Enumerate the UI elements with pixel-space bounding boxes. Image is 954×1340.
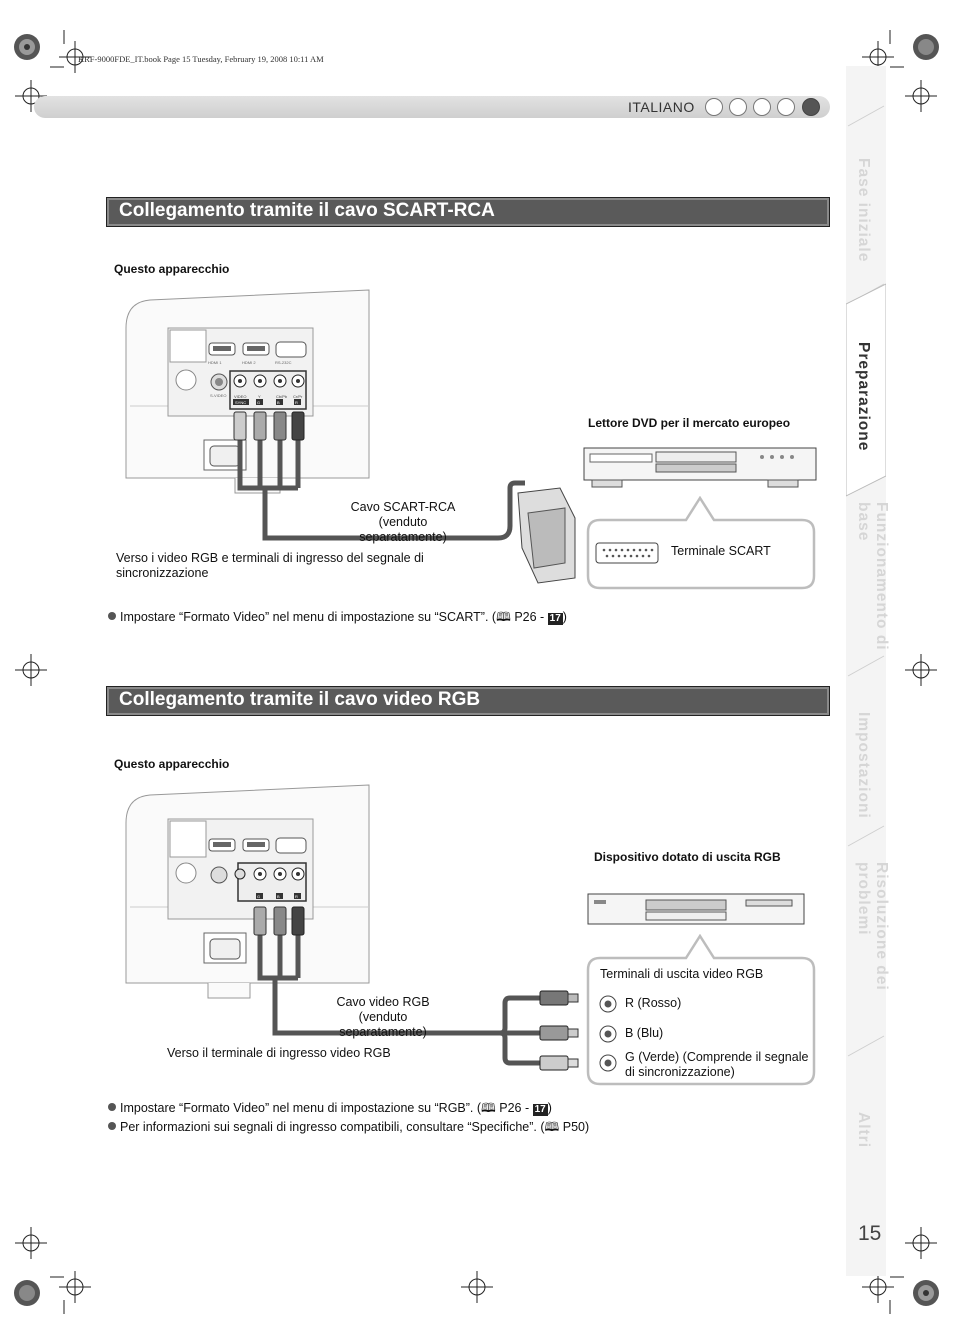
book-icon: 🕮	[496, 610, 511, 624]
crosshair-mark-mr-icon	[905, 654, 937, 686]
terminal-g-label: G (Verde) (Comprende il segnale di sincronizzazione)	[625, 1050, 809, 1079]
y-port-label: Y	[258, 394, 261, 399]
page-ref-link[interactable]: P50	[562, 1120, 585, 1134]
direction-label-scart: Verso i video RGB e terminali di ingresso del segnale di sincronizzazione	[116, 551, 424, 580]
page-ref-link[interactable]: P26	[499, 1101, 522, 1115]
hdmi-port-icon	[243, 839, 269, 851]
r-badge: R	[295, 894, 298, 899]
bullet-icon	[108, 1103, 116, 1111]
section-title-rgb: Collegamento tramite il cavo video RGB	[106, 686, 830, 716]
scart-plug-icon	[518, 488, 575, 583]
hdmi-port-icon	[209, 839, 235, 851]
rca-plug-icon	[234, 412, 246, 440]
scart-terminal-icon	[596, 543, 658, 563]
tab-funzionamento-di-base[interactable]: Funzionamento di base	[855, 502, 890, 651]
crosshair-mark-br2-icon	[905, 1227, 937, 1259]
device-label: Questo apparecchio	[114, 262, 230, 276]
step-badge: 17	[549, 613, 561, 624]
progress-dot	[777, 98, 795, 116]
progress-dot	[753, 98, 771, 116]
note-rgb: Impostare “Formato Video” nel menu di impostazione su “RGB”. (🕮 P26 - 17 )	[108, 1099, 552, 1120]
direction-label-rgb: Verso il terminale di ingresso video RGB	[167, 1046, 391, 1060]
rca-plug-icon	[274, 907, 286, 935]
b-badge: B	[277, 400, 280, 405]
svideo-port-icon	[211, 867, 227, 883]
rca-plug-icon	[292, 907, 304, 935]
rs232-port-label: RS-232C	[275, 360, 292, 365]
cb-port-label: Cb/Pb	[276, 394, 288, 399]
rgb-device-label: Dispositivo dotato di uscita RGB	[594, 850, 781, 864]
hdmi-port-icon	[209, 343, 235, 355]
device-label: Questo apparecchio	[114, 757, 230, 771]
note-specifiche: Per informazioni sui segnali di ingresso compatibili, consultare “Specifiche”. (🕮 P50)	[108, 1118, 589, 1139]
g-terminal-icon	[600, 1055, 616, 1071]
crosshair-mark-ml-icon	[15, 654, 47, 686]
color-target-br-icon	[913, 1280, 939, 1306]
page-ref-link[interactable]: P26	[514, 610, 537, 624]
crosshair-mark-bl2-icon	[59, 1271, 91, 1303]
book-icon: 🕮	[544, 1120, 560, 1134]
bullet-icon	[108, 1122, 116, 1130]
crosshair-mark-tr2-icon	[905, 80, 937, 112]
g-badge: G	[257, 894, 261, 899]
tab-altri[interactable]: Altri	[855, 1112, 872, 1148]
section-title-scart: Collegamento tramite il cavo SCART-RCA	[106, 197, 830, 227]
rca-plug-icon	[540, 1056, 578, 1070]
crosshair-mark-tl2-icon	[59, 41, 91, 73]
cr-port-label: Cr/Pr	[293, 394, 303, 399]
progress-dot	[729, 98, 747, 116]
rca-plug-icon	[540, 1026, 578, 1040]
progress-dot	[705, 98, 723, 116]
rca-plug-icon	[254, 907, 266, 935]
progress-dot-active	[802, 98, 820, 116]
r-badge: R	[295, 400, 298, 405]
scart-terminal-label: Terminale SCART	[671, 544, 771, 558]
rca-plug-icon	[254, 412, 266, 440]
color-target-bl-icon	[14, 1280, 40, 1306]
tab-fase-iniziale[interactable]: Fase iniziale	[855, 158, 872, 263]
crosshair-mark-bm-icon	[461, 1271, 493, 1303]
terminal-b-label: B (Blu)	[625, 1026, 664, 1040]
r-terminal-icon	[600, 996, 616, 1012]
dvd-player-label: Lettore DVD per il mercato europeo	[588, 416, 791, 430]
rgb-device-illustration	[586, 888, 808, 932]
cable-label-scart-rca: Cavo SCART-RCA (venduto separatamente)	[350, 500, 456, 544]
svideo-port-icon	[211, 374, 227, 390]
rgb-terminals-title: Terminali di uscita video RGB	[600, 967, 764, 981]
rs232-port-icon	[276, 838, 306, 853]
color-target-tl-icon	[14, 34, 40, 60]
crosshair-mark-bl-icon	[15, 1227, 47, 1259]
tab-preparazione[interactable]: Preparazione	[855, 342, 872, 452]
hdmi1-port-label: HDMI 1	[208, 360, 222, 365]
tab-risoluzione-dei-problemi[interactable]: Risoluzione dei problemi	[855, 862, 890, 991]
cable-label-rgb: Cavo video RGB (venduto separatamente)	[336, 995, 430, 1039]
page-number: 15	[858, 1222, 882, 1245]
book-icon: 🕮	[481, 1101, 496, 1115]
sync-badge: SYNC	[235, 400, 247, 405]
step-badge: 17	[534, 1104, 546, 1115]
bullet-icon	[108, 612, 116, 620]
g-badge: G	[257, 400, 261, 405]
language-label: ITALIANO	[628, 99, 695, 115]
rca-plug-icon	[540, 991, 578, 1005]
hdmi-port-icon	[243, 343, 269, 355]
rca-plug-icon	[292, 412, 304, 440]
color-target-tr-icon	[913, 34, 939, 60]
rca-plug-icon	[274, 412, 286, 440]
note-scart: Impostare “Formato Video” nel menu di impostazione su “SCART”. (🕮 P26 - 17 )	[108, 608, 567, 629]
hdmi2-port-label: HDMI 2	[242, 360, 256, 365]
rs232-port-icon	[276, 342, 306, 357]
svideo-port-label: S-VIDEO	[210, 393, 227, 398]
print-info: KRF-9000FDE_IT.book Page 15 Tuesday, February 19, 2008 10:11 AM	[78, 54, 324, 64]
b-terminal-icon	[600, 1026, 616, 1042]
terminal-r-label: R (Rosso)	[625, 996, 682, 1010]
tab-impostazioni[interactable]: Impostazioni	[855, 712, 872, 819]
b-badge: B	[277, 894, 280, 899]
video-port-label: VIDEO	[234, 394, 247, 399]
